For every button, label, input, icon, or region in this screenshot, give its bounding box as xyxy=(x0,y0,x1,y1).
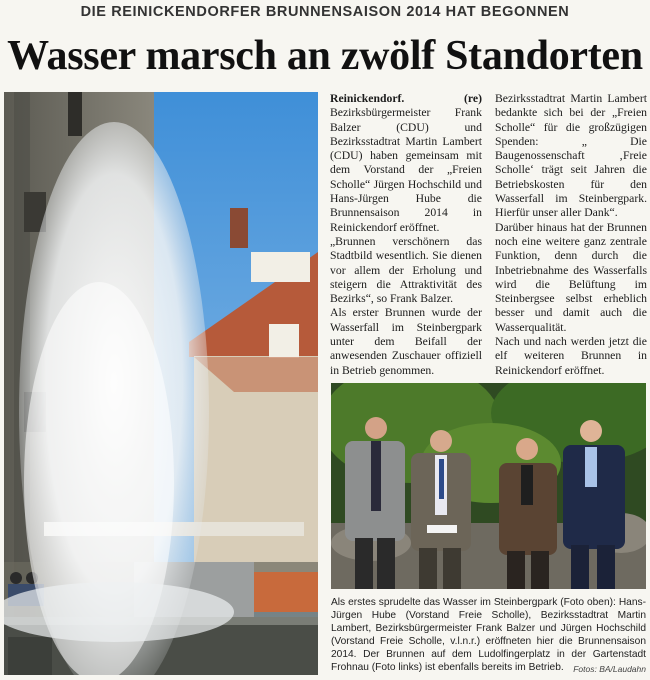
paragraph-text: Bezirksbürgermeister Frank Balzer (CDU) und Bezirksstadtrat Martin Lambert (CDU) haben gemeinsam mit dem Vorstand der „Freien Scholle“ Jürgen Hochschild und Hans-Jürgen Hube die Brunnensaison 2014 in Reinickendorf eröffnet. xyxy=(330,106,482,234)
article-paragraph: Als erster Brunnen wurde der Wasserfall im Steinbergpark unter dem Beifall der anwesenden Zuschauer offiziell in Betrieb genommen. xyxy=(330,306,482,377)
article-column-2 xyxy=(495,92,647,378)
article-paragraph: Nach und nach werden jetzt die elf weiteren Brunnen in Reinickendorf eröffnet. xyxy=(495,335,647,377)
article-paragraph xyxy=(330,92,482,235)
article-column-1 xyxy=(330,92,482,378)
photo-caption: Als erstes sprudelte das Wasser im Steinbergpark (Foto oben): Hans-Jürgen Hube (Vorstand Freie Scholle), Bezirksstadtrat Martin Lambert, Bezirksbürgermeister Frank Balzer und Jürgen Hochschild (Vorstand Freie Scholle, v.l.n.r.) eröffneten hier die Brunnensaison 2014. Der Brunnen auf dem Ludolfingerplatz in der Gartenstadt Frohnau (Foto links) ist ebenfalls bereits im Betrieb. xyxy=(331,597,646,673)
article-paragraph: Bezirksstadtrat Martin Lambert bedankte sich bei der „Freien Scholle“ für die großzügigen Spenden: „ Die Baugenossenschaft ‚Freie Scholle‘ trägt seit Jahren die Betriebskosten für den Wasserfall im Steinbergpark. Hierfür unser aller Dank“. xyxy=(495,92,647,220)
headline: Wasser marsch an zwölf Standorten xyxy=(7,33,643,79)
dateline: Reinickendorf. (re) xyxy=(330,92,482,105)
article-paragraph: „Brunnen verschönern das Stadtbild wesentlich. Sie dienen vor allem der Erholung und steigern die Attraktivität des Bezirks“, so Frank Balzer. xyxy=(330,234,482,306)
group-photo xyxy=(331,383,646,589)
photo-credit: Fotos: BA/Laudahn xyxy=(573,664,646,674)
fountain-photo xyxy=(4,92,318,675)
kicker: DIE REINICKENDORFER BRUNNENSAISON 2014 HAT BEGONNEN xyxy=(80,4,570,20)
article-paragraph: Darüber hinaus hat der Brunnen noch eine weitere ganz zentrale Funktion, denn durch die Inbetriebnahme des Wasserfalls wird die Belüftung im Steinbergsee selbst erheblich besser und damit auch die Wasserqualität. xyxy=(495,220,647,334)
